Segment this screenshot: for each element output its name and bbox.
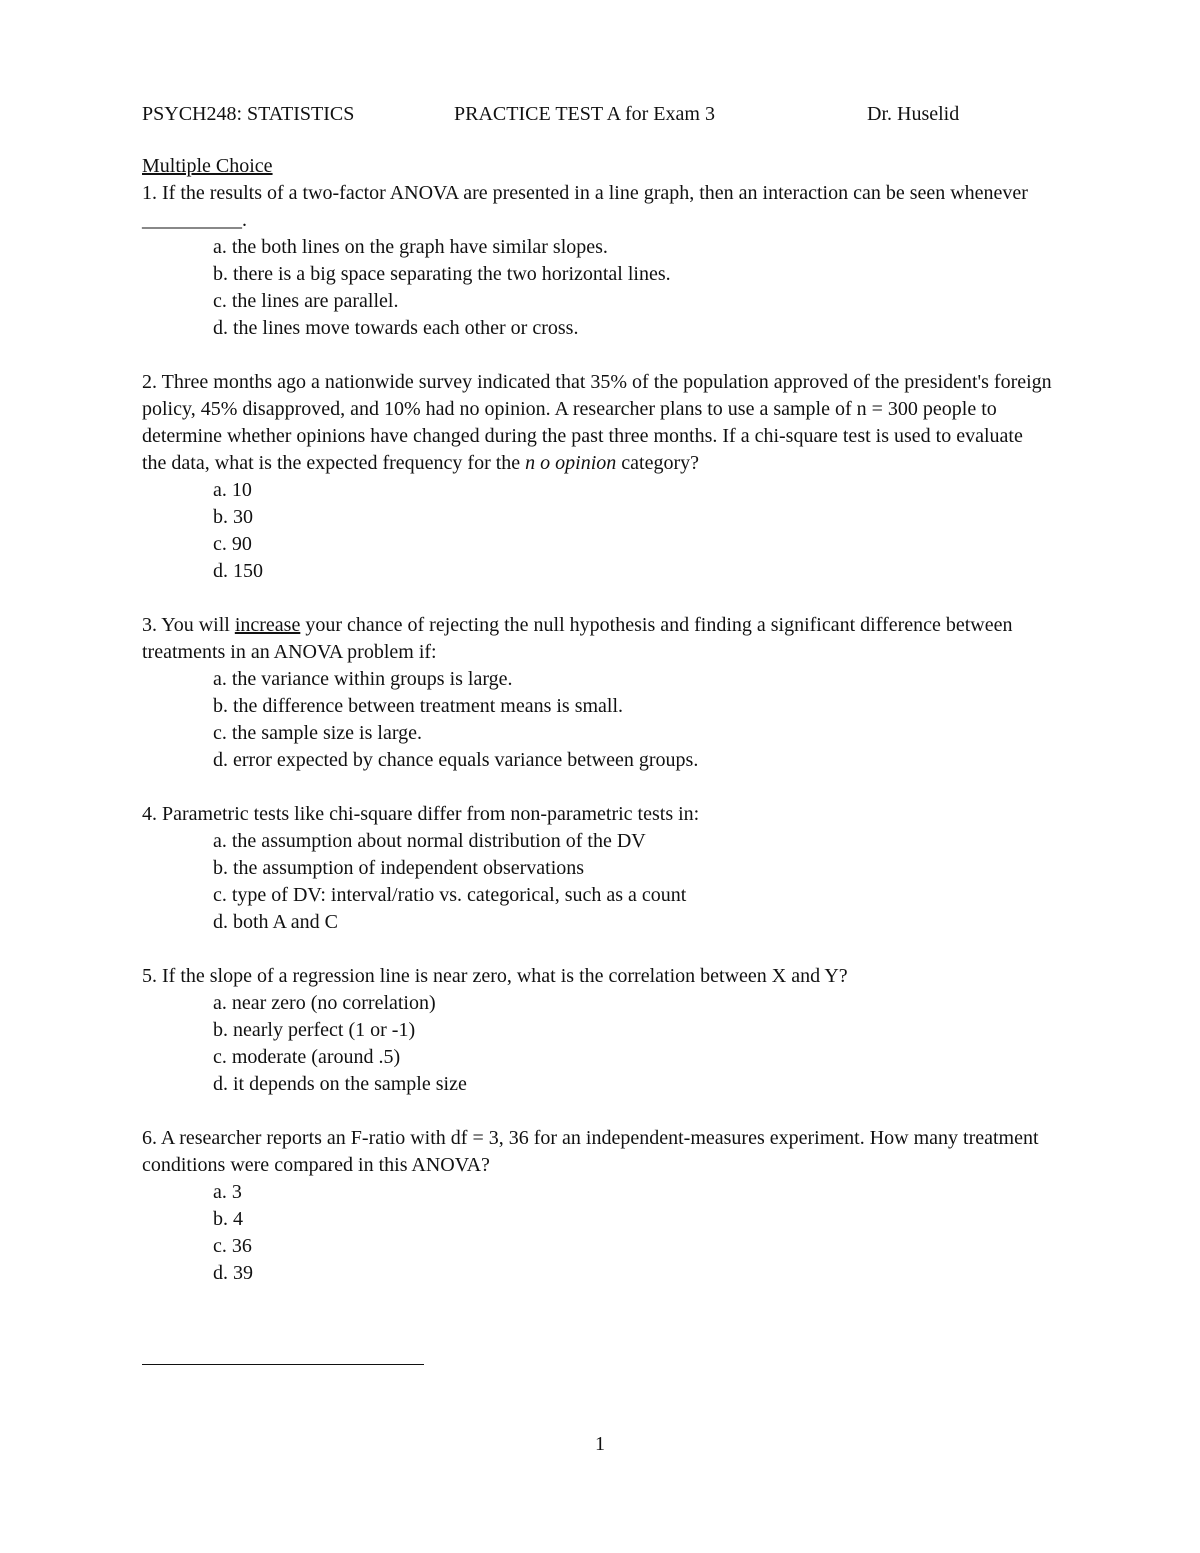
answer-option: c. 36 [213, 1235, 252, 1257]
question-stem: 6. A researcher reports an F-ratio with df = 3, 36 for an independent-measures experiment. How many treatment conditions were compared in this ANOVA? [142, 1127, 1039, 1176]
answer-option: b. nearly perfect (1 or -1) [213, 1019, 416, 1041]
question-4 [142, 801, 1052, 936]
question-stem: 5. If the slope of a regression line is near zero, what is the correlation between X and Y? [142, 965, 848, 987]
answer-option: a. the both lines on the graph have similar slopes. [213, 236, 608, 258]
question-1 [142, 180, 1052, 342]
answer-option: d. it depends on the sample size [213, 1073, 467, 1095]
exam-content [142, 153, 1052, 1314]
section-heading: Multiple Choice [142, 155, 273, 177]
question-3 [142, 612, 1052, 774]
test-title: PRACTICE TEST A for Exam 3 [454, 103, 715, 125]
answer-options [142, 477, 1052, 585]
answer-option: a. the variance within groups is large. [213, 668, 513, 690]
answer-option: c. type of DV: interval/ratio vs. categorical, such as a count [213, 884, 687, 906]
page-header [142, 100, 982, 128]
answer-option: b. 4 [213, 1208, 243, 1230]
question-5 [142, 963, 1052, 1098]
answer-options [142, 990, 1052, 1098]
answer-options [142, 828, 1052, 936]
course-title: PSYCH248: STATISTICS [142, 103, 355, 125]
stem-underlined-text: increase [234, 614, 301, 636]
question-stem: 4. Parametric tests like chi-square differ from non-parametric tests in: [142, 803, 700, 825]
answer-options [142, 234, 1052, 342]
answer-option: d. both A and C [213, 911, 339, 933]
stem-text: category? [616, 452, 700, 474]
footnote-divider [142, 1364, 424, 1365]
answer-option: c. 90 [213, 533, 252, 555]
page-number: 1 [595, 1433, 605, 1455]
answer-option: a. 10 [213, 479, 252, 501]
answer-option: d. 150 [213, 560, 263, 582]
answer-option: a. near zero (no correlation) [213, 992, 436, 1014]
answer-option: b. there is a big space separating the two horizontal lines. [213, 263, 671, 285]
question-stem [142, 369, 1052, 477]
answer-options [142, 1179, 1052, 1287]
answer-option: d. error expected by chance equals variance between groups. [213, 749, 699, 771]
answer-options [142, 666, 1052, 774]
instructor-name: Dr. Huselid [867, 103, 960, 125]
answer-option: c. the lines are parallel. [213, 290, 399, 312]
stem-text: 3. You will [142, 614, 235, 636]
question-2 [142, 369, 1052, 585]
question-6 [142, 1125, 1052, 1287]
question-stem: 1. If the results of a two-factor ANOVA are presented in a line graph, then an interaction can be seen whenever __________. [142, 182, 1028, 231]
answer-option: b. the assumption of independent observations [213, 857, 585, 879]
question-stem [142, 612, 1052, 666]
stem-text: 2. Three months ago a nationwide survey indicated that 35% of the population approved of the president's foreign policy, 45% disapproved, and 10% had no opinion. A researcher plans to use a sample of n = 300 people to determine whether opinions have changed during the past three months. If a chi-square test is used to evaluate the data, what is the expected frequency for the [142, 371, 1052, 474]
answer-option: d. 39 [213, 1262, 253, 1284]
answer-option: d. the lines move towards each other or cross. [213, 317, 579, 339]
stem-italic-text: n o opinion [525, 452, 617, 474]
answer-option: b. 30 [213, 506, 253, 528]
answer-option: c. moderate (around .5) [213, 1046, 401, 1068]
stem-text: your chance of rejecting the null hypothesis and finding a significant difference between treatments in an ANOVA problem if: [142, 614, 1013, 663]
answer-option: a. the assumption about normal distribution of the DV [213, 830, 646, 852]
answer-option: c. the sample size is large. [213, 722, 423, 744]
answer-option: a. 3 [213, 1181, 242, 1203]
answer-option: b. the difference between treatment means is small. [213, 695, 624, 717]
